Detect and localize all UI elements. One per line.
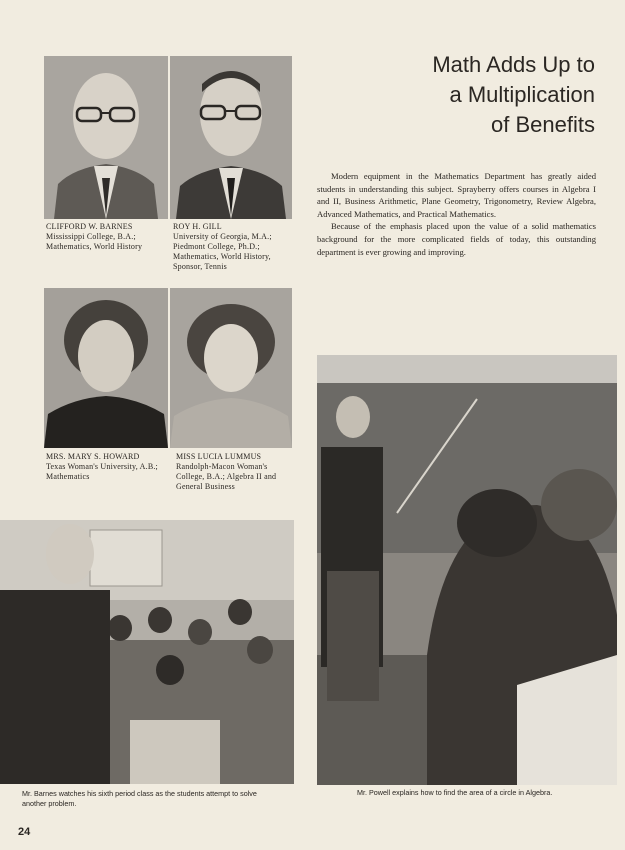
paragraph: Modern equipment in the Mathematics Department has greatly aided students in understanding this subject. Sprayberry offers courses in Algebra I and II, Business Arithmetic, Plane Geometry, Trigonometry, Review Algebra, Advanced Mathematics, and Practical Mathematics. bbox=[317, 171, 596, 219]
faculty-caption-barnes bbox=[46, 222, 166, 252]
faculty-name: MISS LUCIA LUMMUS bbox=[176, 452, 262, 461]
page-number: 24 bbox=[18, 826, 31, 838]
faculty-caption-gill bbox=[173, 222, 291, 272]
caption-classroom-right: Mr. Powell explains how to find the area of a circle in Algebra. bbox=[357, 788, 553, 797]
title-line: of Benefits bbox=[491, 112, 595, 137]
page-title bbox=[325, 50, 595, 140]
faculty-name: ROY H. GILL bbox=[173, 222, 222, 231]
paragraph: Because of the emphasis placed upon the value of a solid mathematics background for the more complicated fields of today, this outstanding department is ever growing and improving. bbox=[317, 221, 596, 257]
faculty-name: MRS. MARY S. HOWARD bbox=[46, 452, 140, 461]
title-line: Math Adds Up to bbox=[432, 52, 595, 77]
faculty-details: Texas Woman's University, A.B.; Mathematics bbox=[46, 462, 158, 481]
faculty-name: CLIFFORD W. BARNES bbox=[46, 222, 133, 231]
faculty-details: University of Georgia, M.A.; Piedmont College, Ph.D.; Mathematics, World History, Sponsor, Tennis bbox=[173, 232, 272, 271]
faculty-details: Randolph-Macon Woman's College, B.A.; Algebra II and General Business bbox=[176, 462, 277, 491]
caption-classroom-left: Mr. Barnes watches his sixth period class as the students attempt to solve another problem. bbox=[22, 789, 257, 808]
classroom-photo-right bbox=[317, 355, 617, 785]
portrait-gill bbox=[170, 56, 292, 219]
classroom-photo-left bbox=[0, 520, 294, 784]
article-body bbox=[317, 170, 596, 258]
faculty-details: Mississippi College, B.A.; Mathematics, World History bbox=[46, 232, 143, 251]
faculty-caption-howard bbox=[46, 452, 162, 482]
faculty-caption-lummus bbox=[176, 452, 292, 492]
portrait-barnes bbox=[44, 56, 168, 219]
portrait-lummus bbox=[170, 288, 292, 448]
title-line: a Multiplication bbox=[449, 82, 595, 107]
portrait-howard bbox=[44, 288, 168, 448]
